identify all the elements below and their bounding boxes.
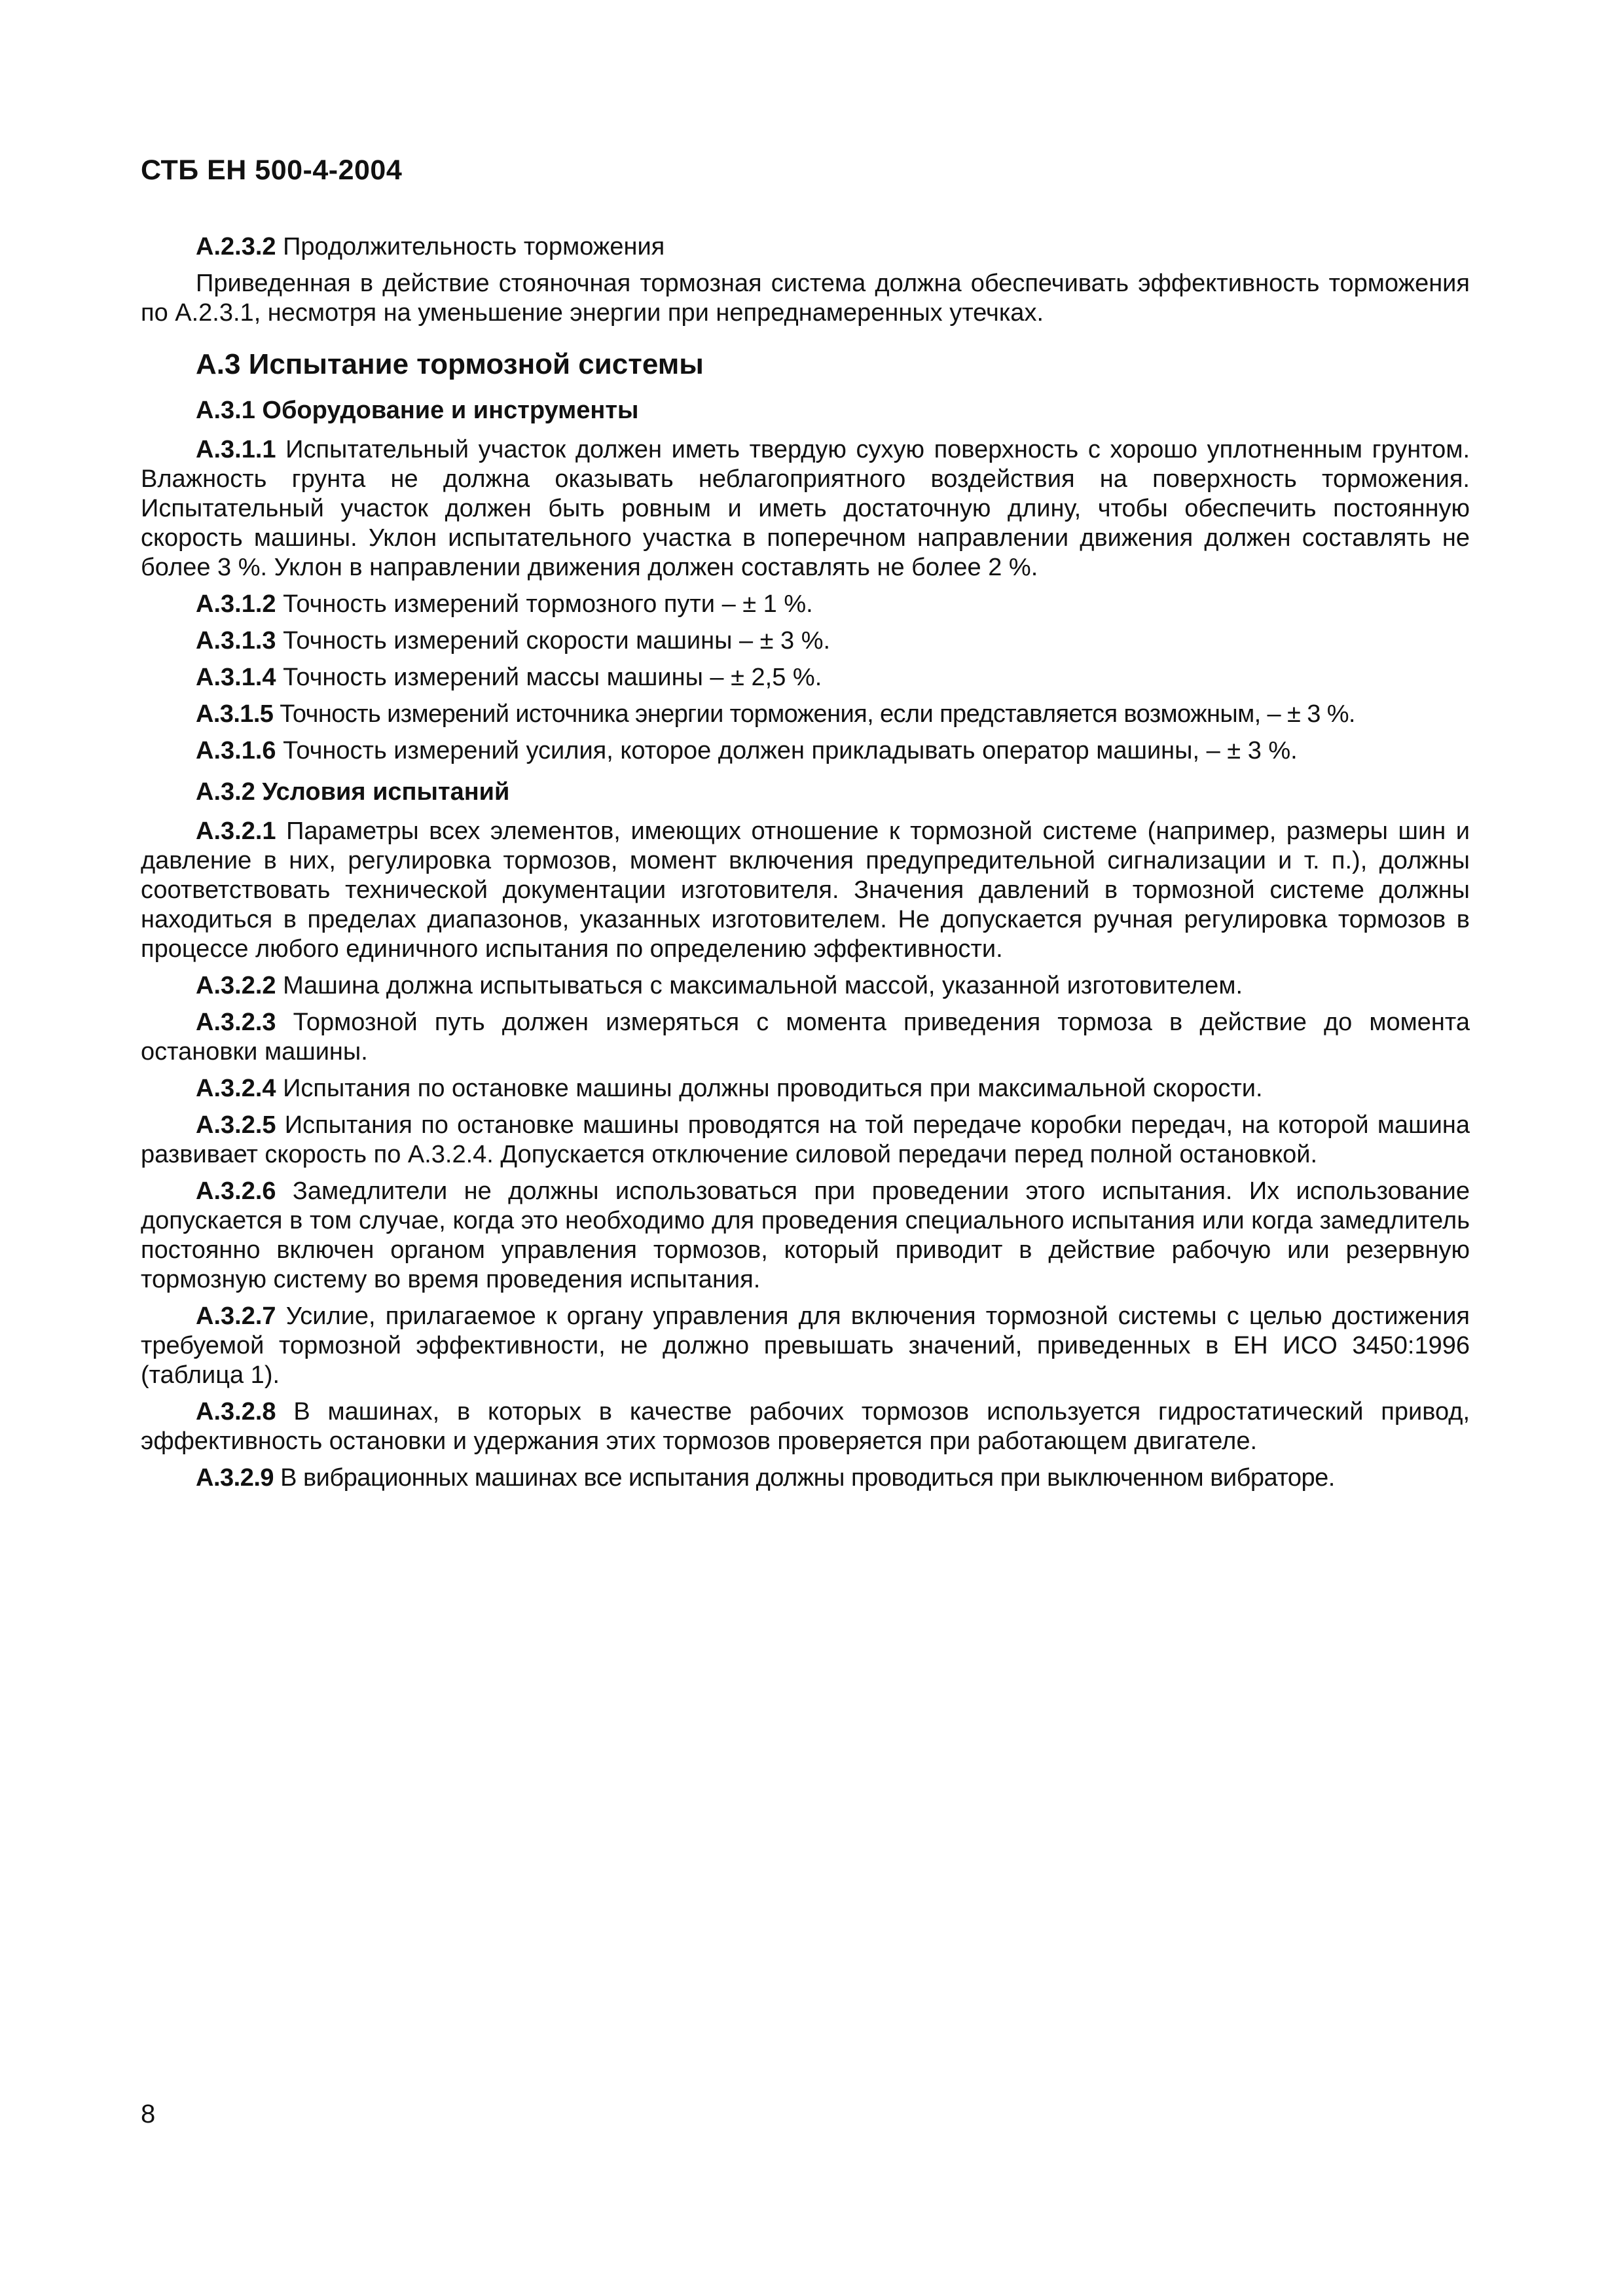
clause-text: В машинах, в которых в качестве рабочих тормозов используется гидростатический привод, эффективность остановки и удержания этих тормозов проверяется при работающем двигателе.: [141, 1398, 1470, 1455]
clause-a311: [141, 435, 1470, 583]
clause-number: А.3.2.9: [196, 1464, 274, 1492]
page-number: 8: [141, 2100, 156, 2128]
paragraph-text: Приведенная в действие стояночная тормозная система должна обеспечивать эффективность торможения по А.2.3.1, несмотря на уменьшение энергии при непреднамеренных утечках.: [141, 270, 1470, 327]
clause-a324: [141, 1074, 1470, 1103]
clause-a325: [141, 1111, 1470, 1170]
clause-number: А.3.2.3: [196, 1009, 276, 1036]
clause-text: Испытательный участок должен иметь твердую сухую поверхность с хорошо уплотненным грунтом. Влажность грунта не должна оказывать неблагоприятного воздействия на поверхность торможения. Испытательный участок должен быть ровным и иметь достаточную длину, чтобы обеспечить постоянную скорость машины. Уклон испытательного участка в поперечном направлении движения должен составлять не более 3 %. Уклон в направлении движения должен составлять не более 2 %.: [141, 436, 1470, 581]
clause-number: А.3.2.2: [196, 972, 276, 999]
clause-a323: [141, 1008, 1470, 1067]
clause-a322: [141, 971, 1470, 1001]
section-heading-a3: А.3 Испытание тормозной системы: [196, 348, 704, 380]
clause-number: А.3.1.5: [196, 700, 274, 728]
clause-number: А.3.1.2: [196, 590, 276, 618]
document-header: СТБ ЕН 500-4-2004: [141, 154, 403, 186]
clause-a326: [141, 1177, 1470, 1295]
clause-number: А.3.1.6: [196, 737, 276, 764]
clause-text: Тормозной путь должен измеряться с момента приведения тормоза в действие до момента остановки машины.: [141, 1009, 1470, 1066]
subsection-heading-a31: А.3.1 Оборудование и инструменты: [196, 397, 639, 424]
clause-number: А.3.1.3: [196, 627, 276, 655]
clause-a314: [141, 663, 1470, 692]
clause-a316: [141, 736, 1470, 766]
clause-a321: [141, 817, 1470, 964]
clause-number: А.3.2.8: [196, 1398, 276, 1426]
clause-a315: [141, 700, 1470, 729]
clause-text: Испытания по остановке машины проводятся на той передаче коробки передач, на которой машина развивает скорость по А.3.2.4. Допускается отключение силовой передачи перед полной остановкой.: [141, 1111, 1470, 1168]
clause-text: В вибрационных машинах все испытания должны проводиться при выключенном вибраторе.: [274, 1464, 1335, 1492]
clause-text: Продолжительность торможения: [276, 233, 665, 260]
clause-a232: [141, 232, 1470, 262]
clause-a329: [141, 1463, 1470, 1493]
clause-a328: [141, 1397, 1470, 1456]
subsection-heading-a32: А.3.2 Условия испытаний: [196, 778, 510, 806]
clause-text: Параметры всех элементов, имеющих отношение к тормозной системе (например, размеры шин и давление в них, регулировка тормозов, момент включения предупредительной сигнализации и т. п.), должны соответствовать технической документации изготовителя. Значения давлений в тормозной системе должны находиться в пределах диапазонов, указанных изготовителем. Не допускается ручная регулировка тормозов в процессе любого единичного испытания по определению эффективности.: [141, 817, 1470, 963]
clause-number: А.3.2.6: [196, 1177, 276, 1205]
clause-a327: [141, 1302, 1470, 1390]
clause-number: А.2.3.2: [196, 233, 276, 260]
clause-number: А.3.1.1: [196, 436, 276, 463]
clause-text: Точность измерений источника энергии торможения, если представляется возможным, – ± 3 %.: [273, 700, 1355, 728]
clause-text: Точность измерений усилия, которое должен прикладывать оператор машины, – ± 3 %.: [276, 737, 1298, 764]
clause-text: Усилие, прилагаемое к органу управления для включения тормозной системы с целью достижения требуемой тормозной эффективности, не должно превышать значений, приведенных в ЕН ИСО 3450:1996 (таблица 1).: [141, 1302, 1470, 1389]
clause-text: Машина должна испытываться с максимальной массой, указанной изготовителем.: [276, 972, 1243, 999]
clause-a312: [141, 590, 1470, 619]
clause-text: Замедлители не должны использоваться при проведении этого испытания. Их использование допускается в том случае, когда это необходимо для проведения специального испытания или когда замедлитель постоянно включен органом управления тормозов, который приводит в действие рабочую или резервную тормозную систему во время проведения испытания.: [141, 1177, 1470, 1293]
clause-number: А.3.2.1: [196, 817, 276, 845]
clause-text: Испытания по остановке машины должны проводиться при максимальной скорости.: [276, 1075, 1263, 1102]
clause-text: Точность измерений массы машины – ± 2,5 %.: [276, 664, 822, 691]
clause-number: А.3.1.4: [196, 664, 276, 691]
clause-number: А.3.2.7: [196, 1302, 276, 1330]
clause-text: Точность измерений скорости машины – ± 3 %.: [276, 627, 831, 655]
clause-a313: [141, 626, 1470, 656]
paragraph-a232-body: [141, 269, 1470, 328]
document-body: [141, 232, 1470, 1493]
clause-text: Точность измерений тормозного пути – ± 1 %.: [276, 590, 813, 618]
clause-number: А.3.2.5: [196, 1111, 276, 1139]
clause-number: А.3.2.4: [196, 1075, 276, 1102]
